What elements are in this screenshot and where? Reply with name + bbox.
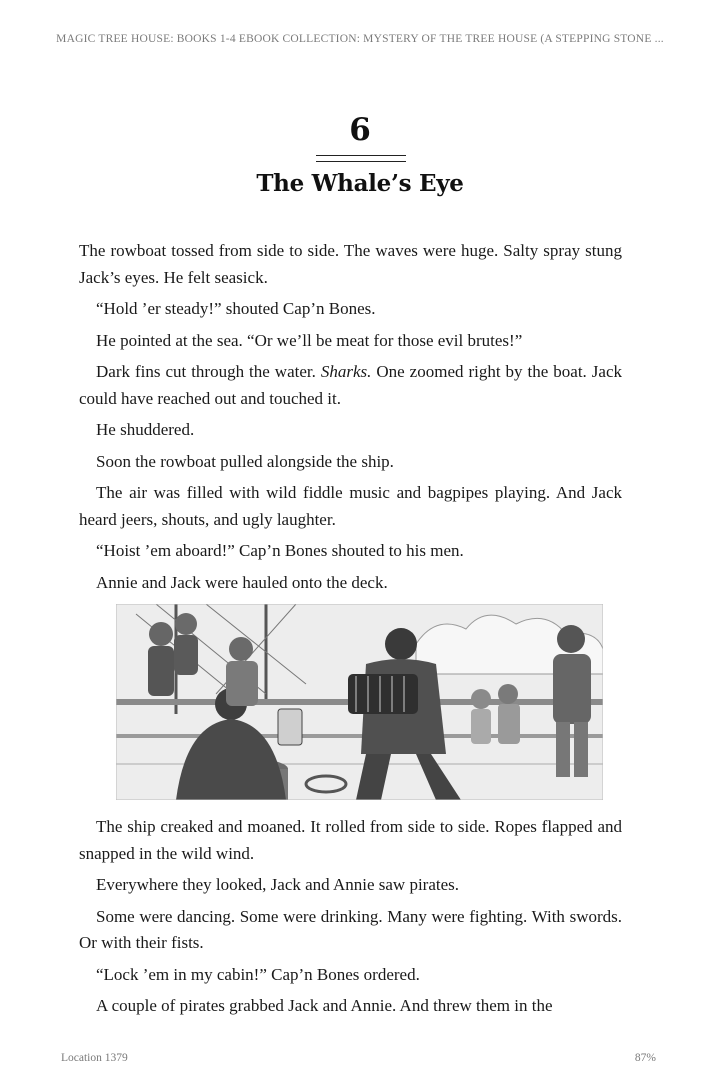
paragraph: He pointed at the sea. “Or we’ll be meat for those evil brutes!” <box>96 330 523 350</box>
paragraph: Soon the rowboat pulled alongside the ship. <box>96 451 394 471</box>
paragraph: A couple of pirates grabbed Jack and Annie. And threw them in the <box>96 996 553 1015</box>
chapter-title: The Whale’s Eye <box>256 170 464 197</box>
paragraph: Some were dancing. Some were drinking. Many were fighting. With swords. Or with their fists. <box>79 906 622 952</box>
book-title-header: MAGIC TREE HOUSE: BOOKS 1-4 EBOOK COLLECTION: MYSTERY OF THE TREE HOUSE (A STEPPING STONE ... <box>56 33 664 45</box>
paragraph: He shuddered. <box>96 420 195 439</box>
paragraph-text: One zoomed right by the boat. Jack could have reached out and touched it. <box>79 362 622 408</box>
chapter-rule-top <box>316 155 406 156</box>
paragraph: “Hold ’er steady!” shouted Cap’n Bones. <box>96 299 376 318</box>
chapter-rule-bottom <box>316 161 406 162</box>
illustration-drawing <box>116 604 603 800</box>
paragraph: The air was filled with wild fiddle music and bagpipes playing. And Jack heard jeers, shouts, and ugly laughter. <box>79 483 622 529</box>
paragraph: Everywhere they looked, Jack and Annie saw pirates. <box>96 875 460 894</box>
paragraph: “Hoist ’em aboard!” Cap’n Bones shouted to his men. <box>96 541 464 560</box>
paragraph: The ship creaked and moaned. It rolled from side to side. Ropes flapped and snapped in the wild wind. <box>79 817 622 863</box>
pirate-ship-illustration <box>116 604 603 800</box>
paragraph-text: Dark fins cut through the water. <box>96 362 321 381</box>
chapter-number: 6 <box>349 112 371 148</box>
location-indicator[interactable]: Location 1379 <box>61 1052 128 1064</box>
page-content[interactable] <box>79 238 622 1025</box>
reading-progress[interactable]: 87% <box>634 1052 656 1064</box>
emphasis-text: Sharks. <box>320 362 372 381</box>
paragraph: “Lock ’em in my cabin!” Cap’n Bones ordered. <box>96 964 420 984</box>
paragraph: The rowboat tossed from side to side. The waves were huge. Salty spray stung Jack’s eyes. He felt seasick. <box>79 241 622 287</box>
paragraph <box>79 359 622 412</box>
paragraph: Annie and Jack were hauled onto the deck. <box>96 572 388 592</box>
